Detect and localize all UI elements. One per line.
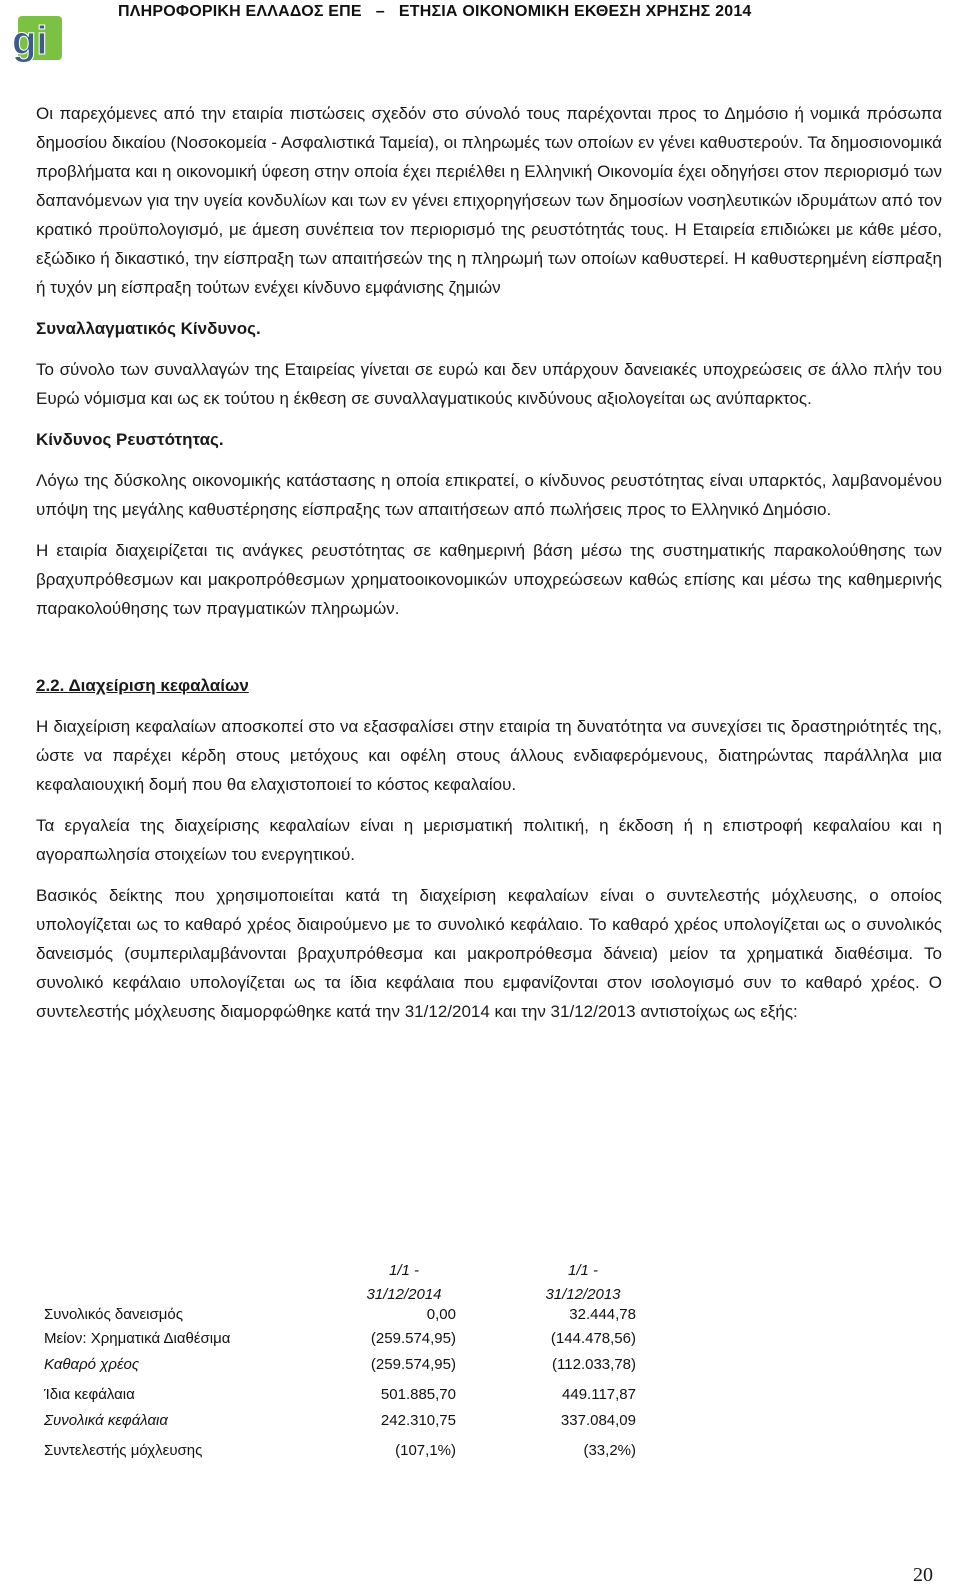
row-label: Συνολικός δανεισμός (44, 1306, 183, 1323)
heading-liquidity-risk: Κίνδυνος Ρευστότητας. (36, 430, 224, 449)
company-logo (8, 14, 64, 70)
report-title: ΕΤΗΣΙΑ ΟΙΚΟΝΟΜΙΚΗ ΕΚΘΕΣΗ ΧΡΗΣΗΣ 2014 (398, 3, 752, 20)
column-header-2013-line2: 31/12/2013 (545, 1286, 621, 1303)
value-2013: (112.033,78) (552, 1356, 636, 1373)
column-header-2013-line1: 1/1 - (567, 1262, 598, 1279)
section-title-capital: 2.2. Διαχείριση κεφαλαίων (36, 676, 249, 695)
row-label: Μείον: Χρηματικά Διαθέσιμα (44, 1330, 231, 1347)
paragraph-liquidity-1: Λόγω της δύσκολης οικονομικής κατάστασης η οποία επικρατεί, ο κίνδυνος ρευστότητας είναι υπαρκτός, λαμβανομένου υπόψη της μεγάλης καθυστέρησης είσπραξης των απαιτήσεων από πωλήσεις προς το Ελληνικό Δημόσιο. (36, 471, 942, 519)
value-2013: 449.117,87 (562, 1386, 636, 1403)
value-2014: 0,00 (426, 1306, 456, 1323)
value-2013: 32.444,78 (569, 1306, 636, 1323)
paragraph-fx-risk: Το σύνολο των συναλλαγών της Εταιρείας γίνεται σε ευρώ και δεν υπάρχουν δανειακές υποχρεώσεις σε άλλο πλήν του Ευρώ νόμισμα και ως εκ τούτου η έκθεση σε συναλλαγματικούς κινδύνους αξιολογείται ως ανύπαρκτος. (36, 360, 942, 408)
logo-text: gi (12, 19, 48, 63)
value-2014: (259.574,95) (370, 1356, 456, 1373)
row-label: Συντελεστής μόχλευσης (44, 1442, 203, 1459)
document-body (36, 99, 942, 1026)
value-2014: (107,1%) (395, 1442, 456, 1459)
column-header-2014-line1: 1/1 - (388, 1262, 419, 1279)
header-title (118, 3, 752, 21)
header-dash: – (375, 3, 385, 20)
company-name: ΠΛΗΡΟΦΟΡΙΚΗ ΕΛΛΑΔΟΣ ΕΠΕ (118, 3, 362, 20)
paragraph-credit: Οι παρεχόμενες από την εταιρία πιστώσεις σχεδόν στο σύνολό τους παρέχονται προς το Δημόσιο ή νομικά πρόσωπα δημοσίου δικαίου (Νοσοκομεία - Ασφαλιστικά Ταμεία), οι πληρωμές των οποίων εν γένει καθυστερούν. Τα δημοσιονομικά προβλήματα και η οικονομική ύφεση στην οποία έχει περιέλθει η Ελληνική Οικονομία έχει οδηγήσει στον περιορισμό των δαπανόμενων για την υγεία κονδυλίων και των εν γένει επιχορηγήσεων των δημοσίων νοσηλευτικών ιδρυμάτων από τον κρατικό προϋπολογισμό, με άμεση συνέπεια τον περιορισμό της ρευστότητάς τους. Η Εταιρεία επιδιώκει με κάθε μέσο, εξώδικο ή δικαστικό, την είσπραξη των απαιτήσεών της η πληρωμή των οποίων καθυστερεί. Η καθυστερημένη είσπραξη ή τυχόν μη είσπραξη τούτων ενέχει κίνδυνο εμφάνισης ζημιών (36, 104, 942, 297)
value-2013: 337.084,09 (560, 1412, 636, 1429)
value-2014: 242.310,75 (380, 1412, 456, 1429)
value-2014: (259.574,95) (370, 1330, 456, 1347)
paragraph-capital-2: Τα εργαλεία της διαχείρισης κεφαλαίων είναι η μερισματική πολιτική, η έκδοση ή η επιστροφή κεφαλαίου και η αγοραπωλησία στοιχείων του ενεργητικού. (36, 816, 942, 864)
row-label: Καθαρό χρέος (44, 1356, 140, 1373)
value-2013: (33,2%) (583, 1442, 636, 1459)
row-label: Ίδια κεφάλαια (44, 1386, 135, 1403)
row-label: Συνολικά κεφάλαια (44, 1412, 168, 1429)
paragraph-capital-1: Η διαχείριση κεφαλαίων αποσκοπεί στο να εξασφαλίσει στην εταιρία τη δυνατότητα να συνεχίσει τις δραστηριότητές της, ώστε να παρέχει κέρδη στους μετόχους και οφέλη στους άλλους ενδιαφερόμενους, διατηρώντας παράλληλα μια κεφαλαιουχική δομή που θα ελαχιστοποιεί το κόστος κεφαλαίου. (36, 717, 942, 794)
page-header (0, 0, 960, 26)
value-2014: 501.885,70 (380, 1386, 456, 1403)
column-header-2014-line2: 31/12/2014 (366, 1286, 442, 1303)
value-2013: (144.478,56) (550, 1330, 636, 1347)
heading-fx-risk: Συναλλαγματικός Κίνδυνος. (36, 319, 261, 338)
page-number: 20 (913, 1564, 933, 1586)
column-header-2014 (344, 1259, 464, 1307)
paragraph-capital-3: Βασικός δείκτης που χρησιμοποιείται κατά τη διαχείριση κεφαλαίων είναι ο συντελεστής μόχλευσης, ο οποίος υπολογίζεται ως το καθαρό χρέος διαιρούμενο με το συνολικό κεφάλαιο. Το καθαρό χρέος υπολογίζεται ως ο συνολικός δανεισμός (συμπεριλαμβάνονται βραχυπρόθεσμα και μακροπρόθεσμα δάνεια) μείον τα χρηματικά διαθέσιμα. Το συνολικό κεφάλαιο υπολογίζεται ως τα ίδια κεφάλαια που εμφανίζονται στον ισολογισμό συν το καθαρό χρέος. Ο συντελεστής μόχλευσης διαμορφώθηκε κατά την 31/12/2014 και την 31/12/2013 αντιστοίχως ως εξής: (36, 886, 942, 1021)
column-header-2013 (523, 1259, 643, 1307)
paragraph-liquidity-2: Η εταιρία διαχειρίζεται τις ανάγκες ρευστότητας σε καθημερινή βάση μέσω της συστηματικής παρακολούθησης των βραχυπρόθεσμων και μακροπρόθεσμων χρηματοοικονομικών υποχρεώσεων καθώς επίσης και μέσω της καθημερινής παρακολούθησης των πραγματικών πληρωμών. (36, 541, 942, 618)
